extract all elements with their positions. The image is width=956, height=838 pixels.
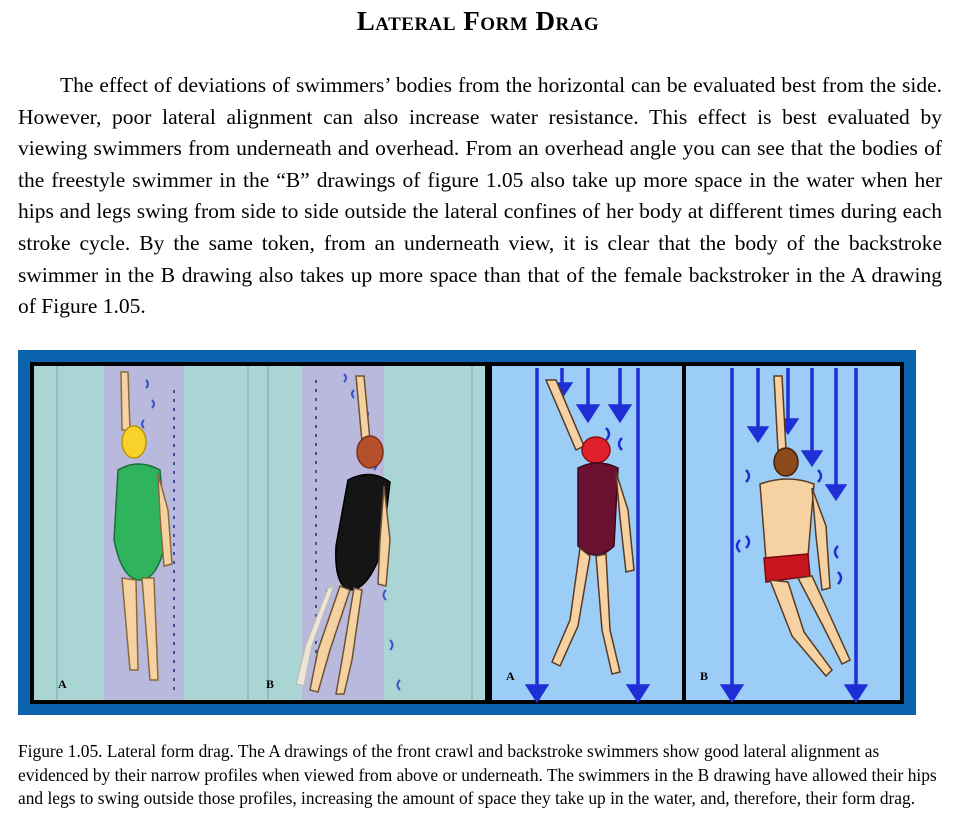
panel-label-front-crawl-a: A: [58, 677, 67, 691]
body-paragraph: The effect of deviations of swimmers’ bodies from the horizontal can be evaluated best from the side. However, poor lateral alignment can also increase water resistance. This effect is best evaluated by viewing swimmers from underneath and overhead. From an overhead angle you can see that the bodies of the freestyle swimmer in the “B” drawings of figure 1.05 also take up more space in the water when her hips and legs swing from side to side outside the lateral confines of her body at different times during each stroke cycle. By the same token, from an underneath view, it is clear that the body of the backstroke swimmer in the B drawing also takes up more space than that of the female backstroker in the A drawing of Figure 1.05.: [18, 73, 942, 319]
figure-1-05: [18, 350, 916, 715]
panel-label-front-crawl-b: B: [266, 677, 275, 691]
panel-label-backstroke-b: B: [700, 669, 709, 683]
left-pool-background: [34, 366, 485, 700]
figure-illustration: [18, 350, 916, 715]
right-divider: [682, 366, 686, 700]
page-title: Lateral Form Drag: [356, 6, 600, 36]
figure-caption: Figure 1.05. Lateral form drag. The A drawings of the front crawl and backstroke swimmers show good lateral alignment as evidenced by their narrow profiles when viewed from above or underneath. The swimmers in the B drawing have allowed their hips and legs to swing outside those profiles, increasing the amount of space they take up in the water, and, therefore, their form drag.: [18, 741, 937, 808]
panel-label-backstroke-a: A: [506, 669, 515, 683]
